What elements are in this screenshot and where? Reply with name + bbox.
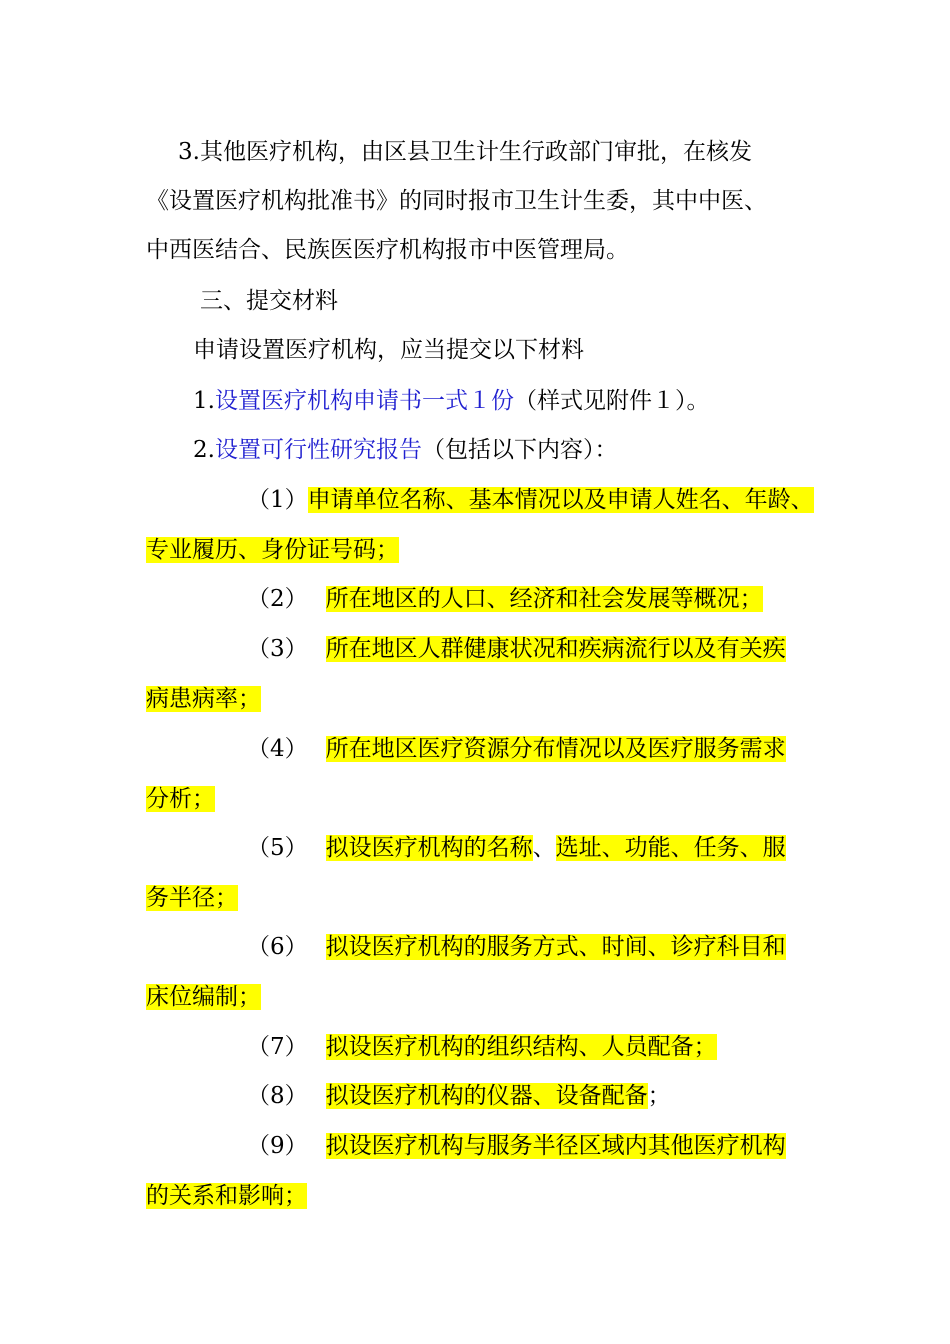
- para3-line1: 3.其他医疗机构，由区县卫生计生行政部门审批，在核发: [178, 139, 752, 165]
- item-2: [193, 430, 617, 470]
- intro-text: 申请设置医疗机构，应当提交以下材料: [193, 337, 584, 363]
- item-1-rest: （样式见附件１）。: [513, 388, 710, 414]
- subitem-8-number: （8）: [247, 1083, 308, 1109]
- subitem-8: [247, 1076, 671, 1116]
- subitem-3-cont-text: 病患病率；: [146, 686, 261, 712]
- subitem-9-cont-text: 的关系和影响；: [146, 1183, 307, 1209]
- subitem-4-cont-text: 分析；: [146, 786, 215, 812]
- subitem-6-cont: [146, 977, 261, 1017]
- subitem-1: [247, 480, 814, 520]
- subitem-3-number: （3）: [247, 636, 308, 662]
- subitem-6-cont-text: 床位编制；: [146, 984, 261, 1010]
- subitem-4-text: 所在地区医疗资源分布情况以及医疗服务需求: [325, 736, 786, 762]
- subitem-7-number: （7）: [247, 1034, 308, 1060]
- subitem-1-cont-text: 专业履历、身份证号码；: [146, 537, 399, 563]
- subitem-8-text: 拟设医疗机构的仪器、设备配备: [325, 1083, 648, 1109]
- subitem-5-number: （5）: [247, 835, 308, 861]
- subitem-5-text-b: 选址、功能、任务、服: [555, 835, 786, 861]
- subitem-3-cont: [146, 679, 261, 719]
- subitem-6-number: （6）: [247, 934, 308, 960]
- subitem-9-number: （9）: [247, 1133, 308, 1159]
- subitem-5-sep: 、: [532, 835, 556, 861]
- item-1-number: 1.: [193, 388, 215, 414]
- subitem-6-text: 拟设医疗机构的服务方式、时间、诊疗科目和: [325, 934, 786, 960]
- subitem-9-text: 拟设医疗机构与服务半径区域内其他医疗机构: [325, 1133, 786, 1159]
- subitem-9: [247, 1126, 786, 1166]
- subitem-7-text: 拟设医疗机构的组织结构、人员配备；: [325, 1034, 717, 1060]
- subitem-5: [247, 828, 786, 868]
- item-1-link[interactable]: 设置医疗机构申请书一式１份: [214, 388, 514, 414]
- subitem-5-cont: [146, 878, 238, 918]
- subitem-2-number: （2）: [247, 586, 308, 612]
- subitem-1-cont: [146, 530, 399, 570]
- para3-line2: 《设置医疗机构批准书》的同时报市卫生计生委，其中中医、: [146, 188, 767, 214]
- subitem-7: [247, 1027, 717, 1067]
- subitem-4-cont: [146, 779, 215, 819]
- subitem-4: [247, 729, 786, 769]
- subitem-2-text: 所在地区的人口、经济和社会发展等概况；: [325, 586, 763, 612]
- subitem-1-text: 申请单位名称、基本情况以及申请人姓名、年龄、: [307, 487, 814, 513]
- item-2-number: 2.: [193, 437, 215, 463]
- subitem-2: [247, 579, 763, 619]
- subitem-5-text-a: 拟设医疗机构的名称: [325, 835, 533, 861]
- subitem-3: [247, 629, 786, 669]
- item-2-link[interactable]: 设置可行性研究报告: [214, 437, 422, 463]
- subitem-4-number: （4）: [247, 736, 308, 762]
- item-2-rest: （包括以下内容）：: [421, 437, 618, 463]
- subitem-6: [247, 927, 786, 967]
- item-1: [193, 381, 709, 421]
- subitem-5-cont-text: 务半径；: [146, 885, 238, 911]
- section-title: 三、提交材料: [200, 288, 338, 314]
- subitem-9-cont: [146, 1176, 307, 1216]
- subitem-3-text: 所在地区人群健康状况和疾病流行以及有关疾: [325, 636, 786, 662]
- para3-line3: 中西医结合、民族医医疗机构报市中医管理局。: [146, 237, 629, 263]
- subitem-8-tail: ；: [647, 1083, 671, 1109]
- subitem-1-number: （1）: [247, 487, 308, 513]
